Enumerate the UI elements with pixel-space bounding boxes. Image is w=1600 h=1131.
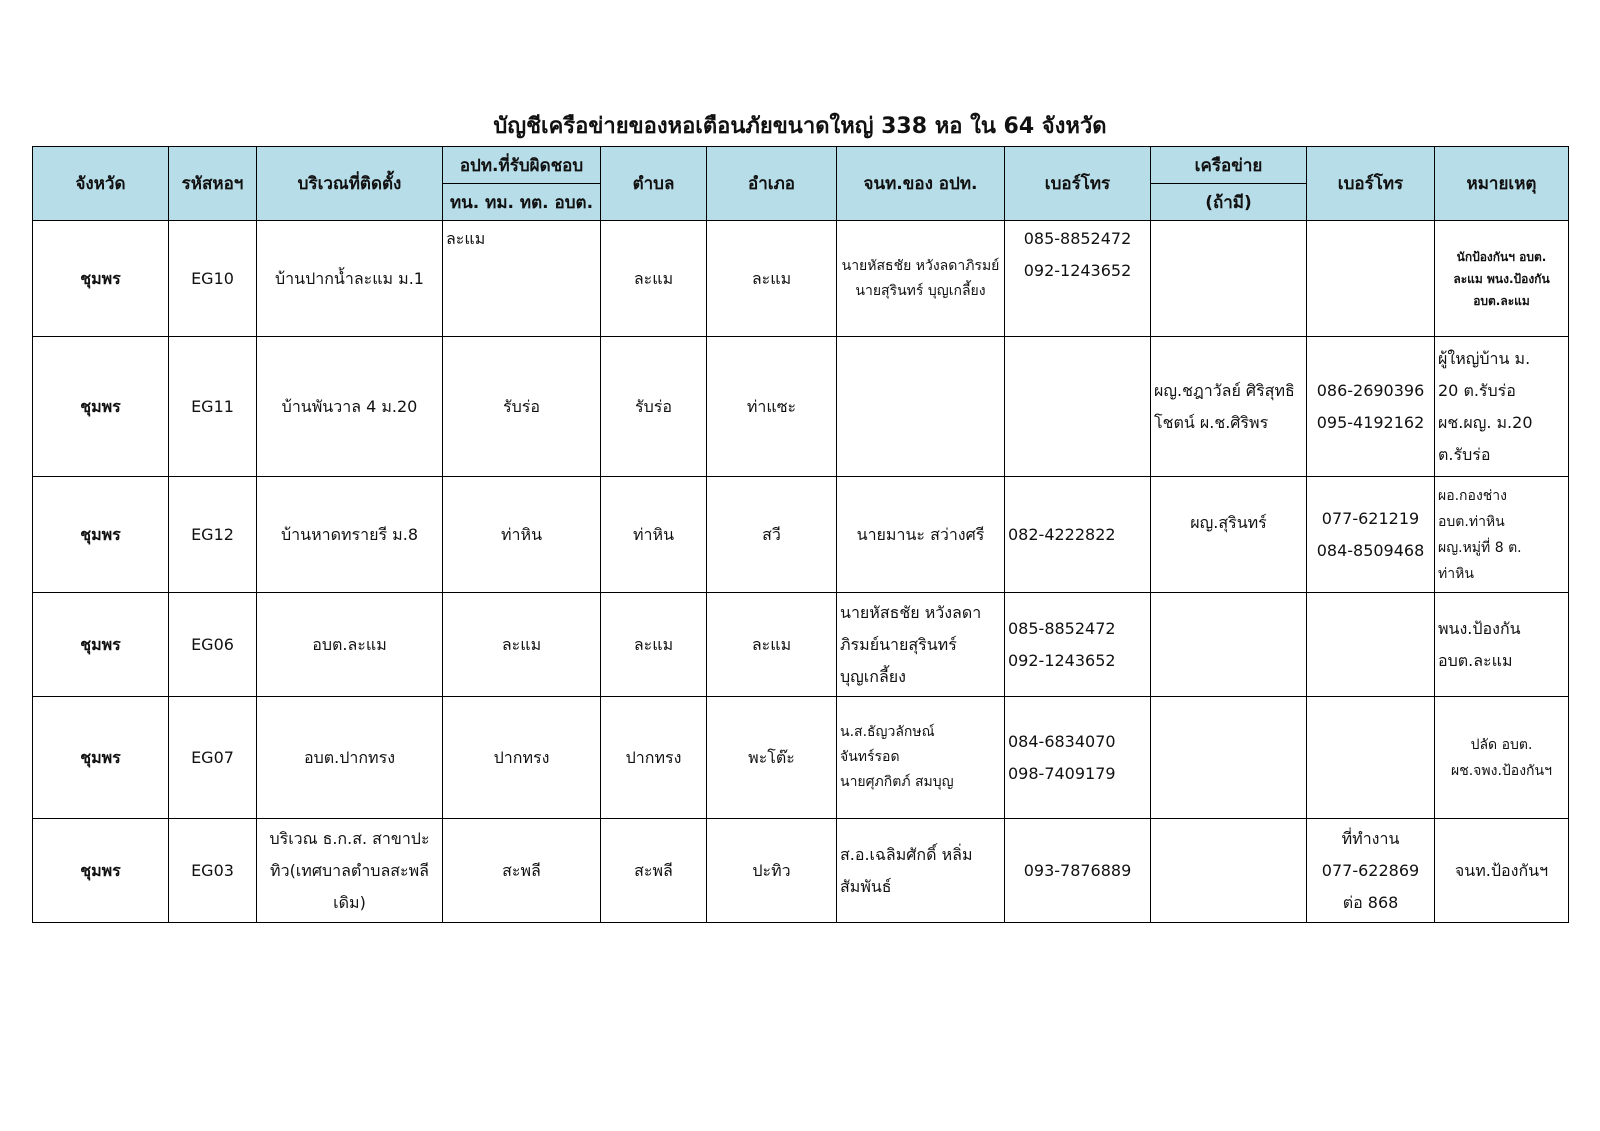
cell-district: พะโต๊ะ bbox=[707, 697, 837, 819]
cell-subdistrict: รับร่อ bbox=[601, 337, 707, 477]
cell-remark: ผอ.กองช่าง อบต.ท่าหิน ผญ.หมู่ที่ 8 ต. ท่าหิน bbox=[1435, 477, 1569, 593]
cell-officer: นายมานะ สว่างศรี bbox=[837, 477, 1005, 593]
cell-province: ชุมพร bbox=[33, 593, 169, 697]
cell-phone: 085-8852472 092-1243652 bbox=[1005, 593, 1151, 697]
cell-code: EG11 bbox=[169, 337, 257, 477]
cell-remark: นักป้องกันฯ อบต. ละแม พนง.ป้องกัน อบต.ละแม bbox=[1435, 221, 1569, 337]
cell-district: สวี bbox=[707, 477, 837, 593]
cell-code: EG07 bbox=[169, 697, 257, 819]
cell-responsible: รับร่อ bbox=[443, 337, 601, 477]
cell-location: บ้านพันวาล 4 ม.20 bbox=[257, 337, 443, 477]
cell-network-phone: 077-621219 084-8509468 bbox=[1307, 477, 1435, 593]
header-responsible-sub: ทน. ทม. ทต. อบต. bbox=[443, 184, 601, 221]
cell-location: บริเวณ ธ.ก.ส. สาขาปะ ทิว(เทศบาลตำบลสะพลี เดิม) bbox=[257, 819, 443, 923]
cell-responsible: ละแม bbox=[443, 221, 601, 337]
cell-network-phone bbox=[1307, 697, 1435, 819]
cell-network-phone: 086-2690396 095-4192162 bbox=[1307, 337, 1435, 477]
cell-officer: นายหัสธชัย หวังลดาภิรมย์ นายสุรินทร์ บุญเกลี้ยง bbox=[837, 221, 1005, 337]
cell-subdistrict: ท่าหิน bbox=[601, 477, 707, 593]
cell-remark: ผู้ใหญ่บ้าน ม. 20 ต.รับร่อ ผช.ผญ. ม.20 ต.รับร่อ bbox=[1435, 337, 1569, 477]
header-code: รหัสหอฯ bbox=[169, 147, 257, 221]
header-network-phone: เบอร์โทร bbox=[1307, 147, 1435, 221]
cell-phone: 084-6834070 098-7409179 bbox=[1005, 697, 1151, 819]
cell-network bbox=[1151, 819, 1307, 923]
header-subdistrict: ตำบล bbox=[601, 147, 707, 221]
header-responsible: อปท.ที่รับผิดชอบ bbox=[443, 147, 601, 184]
cell-district: ละแม bbox=[707, 221, 837, 337]
cell-subdistrict: ละแม bbox=[601, 221, 707, 337]
table-row bbox=[33, 337, 1569, 477]
header-remark: หมายเหตุ bbox=[1435, 147, 1569, 221]
network-table bbox=[32, 146, 1569, 923]
cell-location: อบต.ปากทรง bbox=[257, 697, 443, 819]
cell-network bbox=[1151, 697, 1307, 819]
cell-district: ปะทิว bbox=[707, 819, 837, 923]
cell-location: อบต.ละแม bbox=[257, 593, 443, 697]
cell-location: บ้านหาดทรายรี ม.8 bbox=[257, 477, 443, 593]
table-row bbox=[33, 221, 1569, 337]
cell-province: ชุมพร bbox=[33, 221, 169, 337]
cell-officer bbox=[837, 337, 1005, 477]
header-location: บริเวณที่ติดตั้ง bbox=[257, 147, 443, 221]
cell-network-phone: ที่ทำงาน 077-622869 ต่อ 868 bbox=[1307, 819, 1435, 923]
cell-subdistrict: ละแม bbox=[601, 593, 707, 697]
cell-network: ผญ.สุรินทร์ bbox=[1151, 477, 1307, 593]
cell-phone: 093-7876889 bbox=[1005, 819, 1151, 923]
table-row bbox=[33, 819, 1569, 923]
cell-code: EG10 bbox=[169, 221, 257, 337]
header-network-sub: (ถ้ามี) bbox=[1151, 184, 1307, 221]
cell-province: ชุมพร bbox=[33, 697, 169, 819]
cell-remark: จนท.ป้องกันฯ bbox=[1435, 819, 1569, 923]
cell-phone: 085-8852472 092-1243652 bbox=[1005, 221, 1151, 337]
cell-network bbox=[1151, 593, 1307, 697]
cell-responsible: ละแม bbox=[443, 593, 601, 697]
cell-district: ท่าแซะ bbox=[707, 337, 837, 477]
header-province: จังหวัด bbox=[33, 147, 169, 221]
cell-officer: นายหัสธชัย หวังลดา ภิรมย์นายสุรินทร์ บุญเกลี้ยง bbox=[837, 593, 1005, 697]
cell-code: EG06 bbox=[169, 593, 257, 697]
cell-location: บ้านปากน้ำละแม ม.1 bbox=[257, 221, 443, 337]
header-phone: เบอร์โทร bbox=[1005, 147, 1151, 221]
cell-phone: 082-4222822 bbox=[1005, 477, 1151, 593]
header-district: อำเภอ bbox=[707, 147, 837, 221]
cell-subdistrict: สะพลี bbox=[601, 819, 707, 923]
cell-network: ผญ.ชฎาวัลย์ ศิริสุทธิ โชตน์ ผ.ช.ศิริพร bbox=[1151, 337, 1307, 477]
cell-code: EG03 bbox=[169, 819, 257, 923]
page-title: บัญชีเครือข่ายของหอเตือนภัยขนาดใหญ่ 338 หอ ใน 64 จังหวัด bbox=[493, 114, 1107, 139]
cell-remark: ปลัด อบต. ผช.จพง.ป้องกันฯ bbox=[1435, 697, 1569, 819]
cell-province: ชุมพร bbox=[33, 477, 169, 593]
cell-code: EG12 bbox=[169, 477, 257, 593]
cell-responsible: สะพลี bbox=[443, 819, 601, 923]
cell-province: ชุมพร bbox=[33, 819, 169, 923]
table-row bbox=[33, 477, 1569, 593]
cell-phone bbox=[1005, 337, 1151, 477]
cell-officer: น.ส.ธัญวลักษณ์ จันทร์รอด นายศุภกิตภ์ สมบุญ bbox=[837, 697, 1005, 819]
cell-province: ชุมพร bbox=[33, 337, 169, 477]
cell-network-phone bbox=[1307, 593, 1435, 697]
header-officer: จนท.ของ อปท. bbox=[837, 147, 1005, 221]
cell-officer: ส.อ.เฉลิมศักดิ์ หลิ่ม สัมพันธ์ bbox=[837, 819, 1005, 923]
cell-responsible: ท่าหิน bbox=[443, 477, 601, 593]
cell-remark: พนง.ป้องกัน อบต.ละแม bbox=[1435, 593, 1569, 697]
cell-district: ละแม bbox=[707, 593, 837, 697]
header-network: เครือข่าย bbox=[1151, 147, 1307, 184]
cell-network bbox=[1151, 221, 1307, 337]
cell-subdistrict: ปากทรง bbox=[601, 697, 707, 819]
cell-responsible: ปากทรง bbox=[443, 697, 601, 819]
table-row bbox=[33, 593, 1569, 697]
cell-network-phone bbox=[1307, 221, 1435, 337]
table-row bbox=[33, 697, 1569, 819]
